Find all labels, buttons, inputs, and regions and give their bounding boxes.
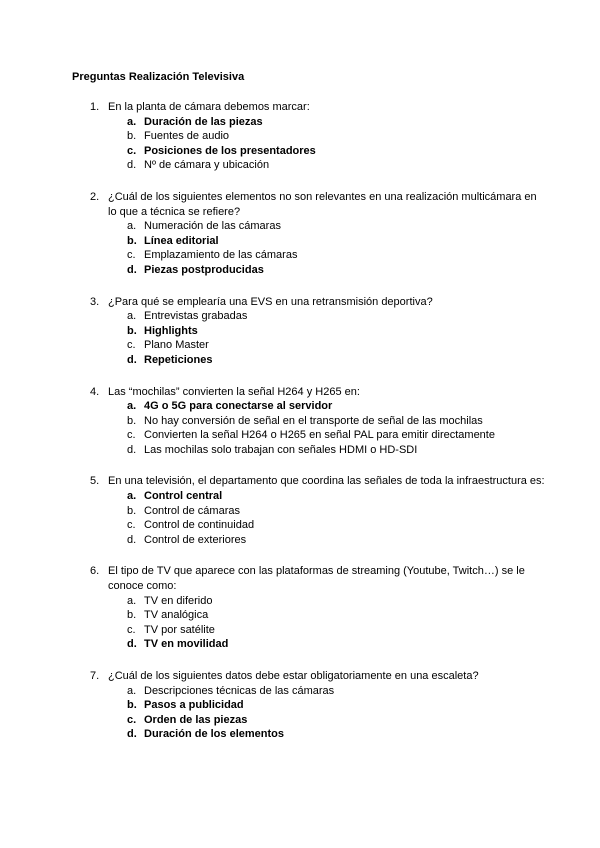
option-letter: d. bbox=[127, 638, 137, 651]
option-letter: d. bbox=[127, 353, 137, 366]
question-item bbox=[72, 669, 548, 742]
option-letter: d. bbox=[127, 263, 137, 276]
option-letter: d. bbox=[127, 443, 137, 456]
option-text: TV por satélite bbox=[144, 623, 215, 636]
option-text: Numeración de las cámaras bbox=[144, 220, 281, 233]
option-letter: d. bbox=[127, 159, 137, 172]
answer-option-marked bbox=[127, 727, 548, 742]
option-text: Línea editorial bbox=[144, 234, 219, 247]
option-text: Descripciones técnicas de las cámaras bbox=[144, 684, 335, 697]
option-text: Highlights bbox=[144, 324, 198, 337]
answer-options bbox=[108, 399, 548, 457]
option-text: Plano Master bbox=[144, 339, 209, 352]
question-text: Las “mochilas” convierten la señal H264 y H265 en: bbox=[108, 385, 360, 398]
option-letter: b. bbox=[127, 324, 137, 337]
answer-option-marked bbox=[127, 324, 548, 339]
answer-options bbox=[108, 219, 548, 277]
question-number: 6. bbox=[90, 565, 100, 578]
question-text: El tipo de TV que aparece con las plataformas de streaming (Youtube, Twitch…) se le conoce como: bbox=[108, 565, 525, 593]
answer-option-marked bbox=[127, 399, 548, 414]
answer-option-marked bbox=[127, 234, 548, 249]
option-letter: c. bbox=[127, 623, 136, 636]
option-text: TV en diferido bbox=[144, 594, 213, 607]
option-text: Control de continuidad bbox=[144, 519, 255, 532]
option-letter: c. bbox=[127, 144, 137, 157]
question-item bbox=[72, 100, 548, 173]
question-text: ¿Cuál de los siguientes elementos no son relevantes en una realización multicámara en lo que a técnica se refiere? bbox=[108, 190, 537, 218]
answer-options bbox=[108, 115, 548, 173]
answer-option bbox=[127, 158, 548, 173]
option-letter: c. bbox=[127, 519, 136, 532]
option-text: Orden de las piezas bbox=[144, 713, 248, 726]
answer-option bbox=[127, 518, 548, 533]
option-text: Entrevistas grabadas bbox=[144, 310, 248, 323]
option-text: Control central bbox=[144, 490, 223, 503]
option-letter: b. bbox=[127, 234, 137, 247]
document-title: Preguntas Realización Televisiva bbox=[72, 71, 245, 83]
answer-option bbox=[127, 414, 548, 429]
answer-options bbox=[108, 489, 548, 547]
question-number: 2. bbox=[90, 190, 100, 203]
option-text: Las mochilas solo trabajan con señales HDMI o HD-SDI bbox=[144, 443, 418, 456]
answer-option bbox=[127, 428, 548, 443]
answer-option-marked bbox=[127, 144, 548, 159]
option-text: TV en movilidad bbox=[144, 638, 229, 651]
option-letter: a. bbox=[127, 310, 137, 323]
question-text: En la planta de cámara debemos marcar: bbox=[108, 101, 310, 113]
option-text: Piezas postproducidas bbox=[144, 263, 264, 276]
question-item bbox=[72, 385, 548, 458]
answer-option bbox=[127, 608, 548, 623]
option-text: Posiciones de los presentadores bbox=[144, 144, 316, 157]
answer-options bbox=[108, 684, 548, 742]
option-letter: d. bbox=[127, 728, 137, 741]
answer-option-marked bbox=[127, 489, 548, 504]
option-letter: b. bbox=[127, 609, 137, 622]
option-text: Control de cámaras bbox=[144, 504, 240, 517]
question-text: ¿Para qué se emplearía una EVS en una retransmisión deportiva? bbox=[108, 295, 433, 308]
question-number: 1. bbox=[90, 101, 100, 113]
option-text: Emplazamiento de las cámaras bbox=[144, 249, 298, 262]
answer-option-marked bbox=[127, 115, 548, 130]
question-text: ¿Cuál de los siguientes datos debe estar obligatoriamente en una escaleta? bbox=[108, 670, 479, 682]
answer-option bbox=[127, 129, 548, 144]
option-letter: b. bbox=[127, 130, 137, 143]
option-letter: a. bbox=[127, 490, 137, 503]
option-letter: a. bbox=[127, 115, 137, 128]
option-letter: d. bbox=[127, 533, 137, 546]
option-letter: a. bbox=[127, 400, 137, 413]
answer-option bbox=[127, 594, 548, 609]
option-letter: c. bbox=[127, 339, 136, 352]
answer-option bbox=[127, 338, 548, 353]
option-letter: a. bbox=[127, 594, 137, 607]
answer-option bbox=[127, 248, 548, 263]
option-text: 4G o 5G para conectarse al servidor bbox=[144, 400, 333, 413]
answer-option bbox=[127, 309, 548, 324]
answer-option bbox=[127, 443, 548, 458]
question-number: 4. bbox=[90, 385, 100, 398]
question-number: 7. bbox=[90, 670, 100, 682]
question-number: 5. bbox=[90, 475, 100, 488]
option-text: Duración de los elementos bbox=[144, 728, 284, 741]
answer-option bbox=[127, 684, 548, 699]
answer-option-marked bbox=[127, 353, 548, 368]
option-text: No hay conversión de señal en el transporte de señal de las mochilas bbox=[144, 414, 483, 427]
answer-option bbox=[127, 504, 548, 519]
option-text: Duración de las piezas bbox=[144, 115, 263, 128]
answer-option bbox=[127, 623, 548, 638]
option-text: TV analógica bbox=[144, 609, 209, 622]
option-text: Control de exteriores bbox=[144, 533, 247, 546]
option-letter: c. bbox=[127, 713, 137, 726]
answer-option-marked bbox=[127, 698, 548, 713]
answer-option-marked bbox=[127, 713, 548, 728]
answer-option bbox=[127, 533, 548, 548]
answer-options bbox=[108, 594, 548, 652]
option-letter: a. bbox=[127, 220, 137, 233]
question-item bbox=[72, 474, 548, 547]
option-text: Fuentes de audio bbox=[144, 130, 230, 143]
answer-option-marked bbox=[127, 637, 548, 652]
question-item bbox=[72, 190, 548, 278]
question-item bbox=[72, 564, 548, 652]
option-text: Convierten la señal H264 o H265 en señal PAL para emitir directamente bbox=[144, 429, 495, 442]
option-letter: a. bbox=[127, 684, 137, 697]
option-text: Pasos a publicidad bbox=[144, 699, 244, 712]
option-letter: c. bbox=[127, 249, 136, 262]
option-letter: b. bbox=[127, 699, 137, 712]
question-item bbox=[72, 295, 548, 368]
answer-option bbox=[127, 219, 548, 234]
option-text: Nº de cámara y ubicación bbox=[144, 159, 270, 172]
question-list bbox=[72, 100, 600, 742]
option-text: Repeticiones bbox=[144, 353, 213, 366]
answer-option-marked bbox=[127, 263, 548, 278]
answer-options bbox=[108, 309, 548, 367]
option-letter: b. bbox=[127, 414, 137, 427]
question-number: 3. bbox=[90, 295, 100, 308]
option-letter: b. bbox=[127, 504, 137, 517]
question-text: En una televisión, el departamento que coordina las señales de toda la infraestructura es: bbox=[108, 475, 545, 488]
option-letter: c. bbox=[127, 429, 136, 442]
